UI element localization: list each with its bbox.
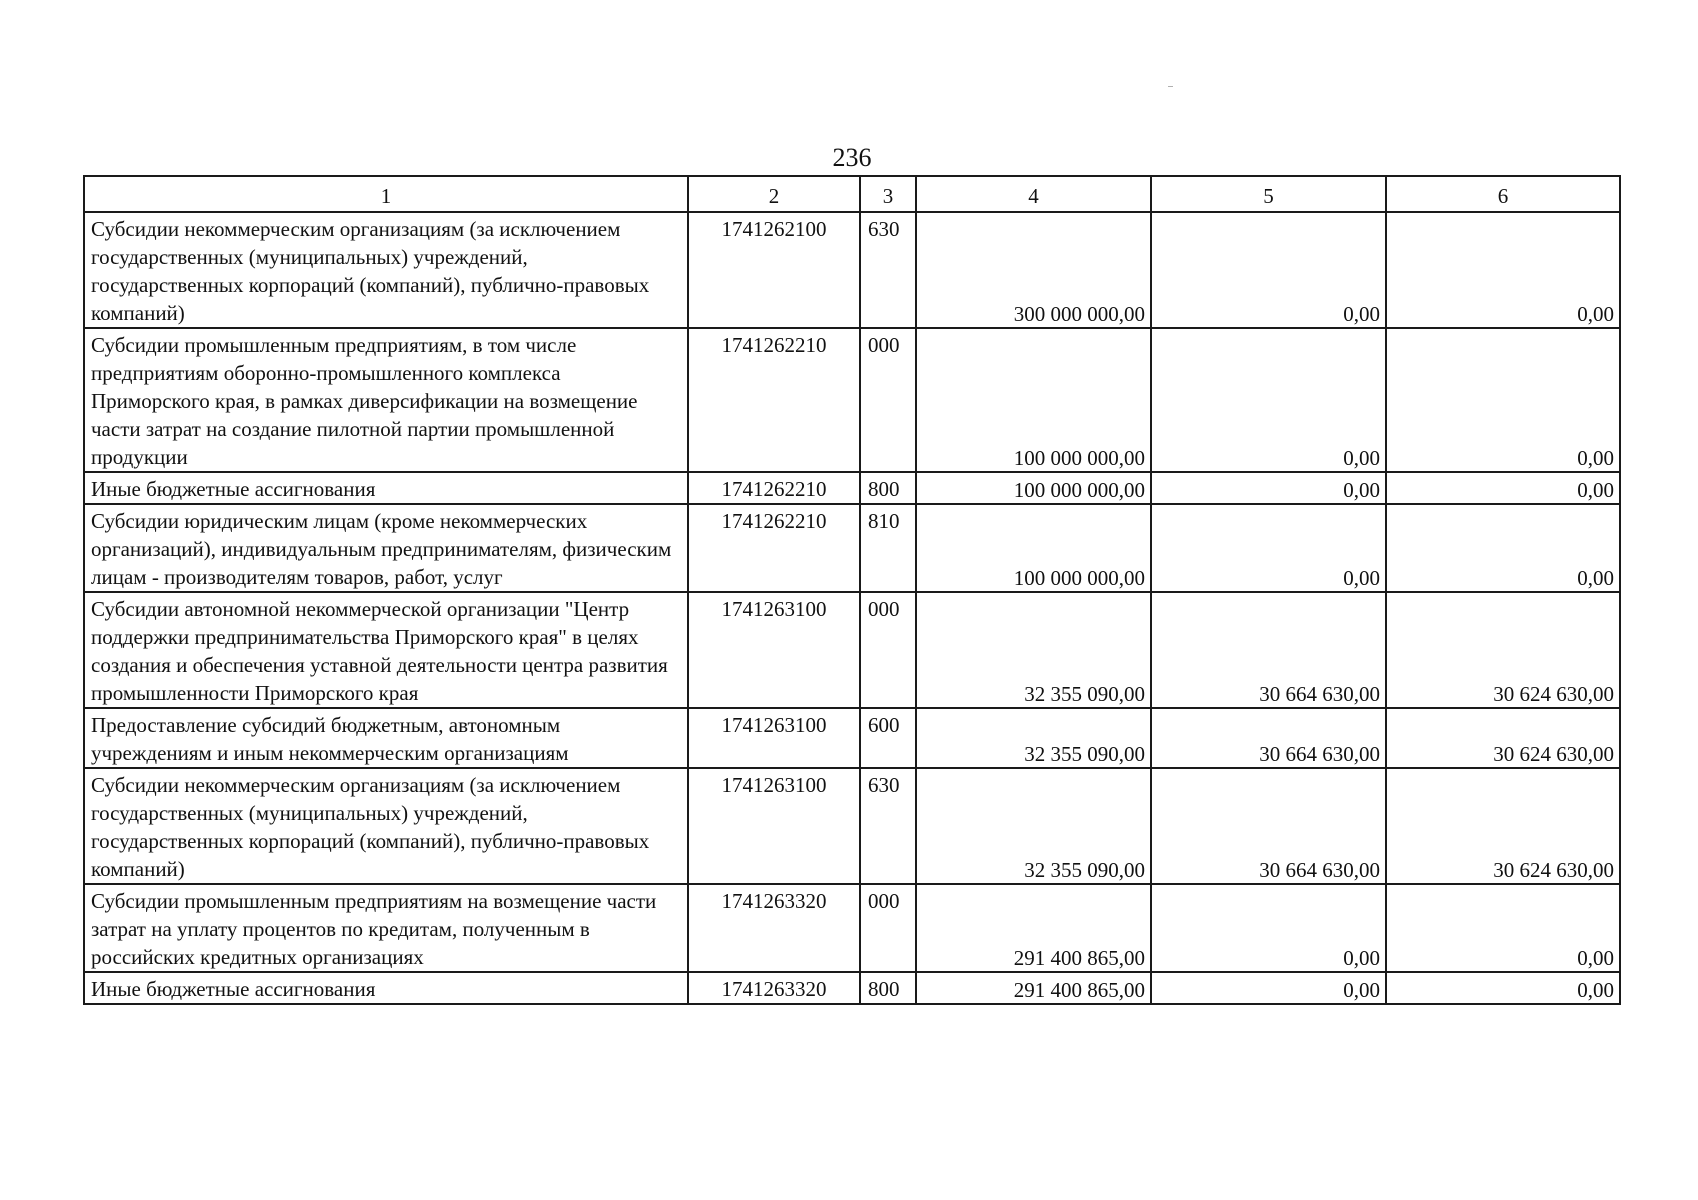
amount-col-4: 32 355 090,00 (916, 592, 1151, 708)
table-row (84, 592, 1620, 708)
amount-col-5: 30 664 630,00 (1151, 768, 1386, 884)
target-code: 1741263100 (688, 708, 860, 768)
amount-col-4: 32 355 090,00 (916, 708, 1151, 768)
expense-type-code: 630 (860, 768, 916, 884)
target-code: 1741262210 (688, 504, 860, 592)
column-header: 1 (84, 176, 688, 212)
row-description: Субсидии автономной некоммерческой организации "Центр поддержки предпринимательства Приморского края" в целях создания и обеспечения уставной деятельности центра развития промышленности Приморского края (84, 592, 688, 708)
row-description: Субсидии юридическим лицам (кроме некоммерческих организаций), индивидуальным предпринимателям, физическим лицам - производителям товаров, работ, услуг (84, 504, 688, 592)
row-description: Субсидии некоммерческим организациям (за исключением государственных (муниципальных) учреждений, государственных корпораций (компаний), публично-правовых компаний) (84, 212, 688, 328)
row-description: Субсидии промышленным предприятиям, в том числе предприятиям оборонно-промышленного комплекса Приморского края, в рамках диверсификации на возмещение части затрат на создание пилотной партии промышленной продукции (84, 328, 688, 472)
row-description: Предоставление субсидий бюджетным, автономным учреждениям и иным некоммерческим организациям (84, 708, 688, 768)
amount-col-5: 0,00 (1151, 884, 1386, 972)
budget-table (83, 175, 1621, 1005)
amount-col-6: 0,00 (1386, 884, 1620, 972)
table-row (84, 504, 1620, 592)
table-row (84, 472, 1620, 504)
row-description: Субсидии некоммерческим организациям (за исключением государственных (муниципальных) учреждений, государственных корпораций (компаний), публично-правовых компаний) (84, 768, 688, 884)
amount-col-5: 30 664 630,00 (1151, 592, 1386, 708)
column-header: 4 (916, 176, 1151, 212)
row-description: Иные бюджетные ассигнования (84, 972, 688, 1004)
row-description: Субсидии промышленным предприятиям на возмещение части затрат на уплату процентов по кредитам, полученным в российских кредитных организациях (84, 884, 688, 972)
amount-col-6: 0,00 (1386, 972, 1620, 1004)
amount-col-4: 100 000 000,00 (916, 472, 1151, 504)
amount-col-5: 0,00 (1151, 504, 1386, 592)
expense-type-code: 000 (860, 592, 916, 708)
amount-col-5: 0,00 (1151, 972, 1386, 1004)
amount-col-6: 30 624 630,00 (1386, 708, 1620, 768)
expense-type-code: 800 (860, 972, 916, 1004)
scan-speck (1168, 86, 1173, 87)
amount-col-6: 0,00 (1386, 472, 1620, 504)
header-row (84, 176, 1620, 212)
expense-type-code: 810 (860, 504, 916, 592)
amount-col-4: 32 355 090,00 (916, 768, 1151, 884)
target-code: 1741262210 (688, 328, 860, 472)
expense-type-code: 630 (860, 212, 916, 328)
target-code: 1741263320 (688, 884, 860, 972)
expense-type-code: 600 (860, 708, 916, 768)
column-header: 6 (1386, 176, 1620, 212)
table-row (84, 884, 1620, 972)
page-number: 236 (832, 143, 872, 172)
amount-col-6: 0,00 (1386, 504, 1620, 592)
row-description: Иные бюджетные ассигнования (84, 472, 688, 504)
target-code: 1741263100 (688, 768, 860, 884)
amount-col-4: 300 000 000,00 (916, 212, 1151, 328)
amount-col-6: 0,00 (1386, 328, 1620, 472)
target-code: 1741262210 (688, 472, 860, 504)
column-header: 2 (688, 176, 860, 212)
amount-col-5: 0,00 (1151, 212, 1386, 328)
amount-col-6: 30 624 630,00 (1386, 768, 1620, 884)
expense-type-code: 000 (860, 328, 916, 472)
table-row (84, 768, 1620, 884)
budget-table-container (83, 175, 1619, 1005)
expense-type-code: 800 (860, 472, 916, 504)
target-code: 1741263320 (688, 972, 860, 1004)
expense-type-code: 000 (860, 884, 916, 972)
amount-col-5: 0,00 (1151, 472, 1386, 504)
table-row (84, 972, 1620, 1004)
amount-col-4: 100 000 000,00 (916, 328, 1151, 472)
amount-col-4: 291 400 865,00 (916, 972, 1151, 1004)
column-header: 5 (1151, 176, 1386, 212)
table-row (84, 328, 1620, 472)
column-header: 3 (860, 176, 916, 212)
amount-col-5: 0,00 (1151, 328, 1386, 472)
amount-col-5: 30 664 630,00 (1151, 708, 1386, 768)
target-code: 1741262100 (688, 212, 860, 328)
amount-col-4: 291 400 865,00 (916, 884, 1151, 972)
table-row (84, 708, 1620, 768)
amount-col-6: 0,00 (1386, 212, 1620, 328)
table-row (84, 212, 1620, 328)
amount-col-4: 100 000 000,00 (916, 504, 1151, 592)
amount-col-6: 30 624 630,00 (1386, 592, 1620, 708)
target-code: 1741263100 (688, 592, 860, 708)
